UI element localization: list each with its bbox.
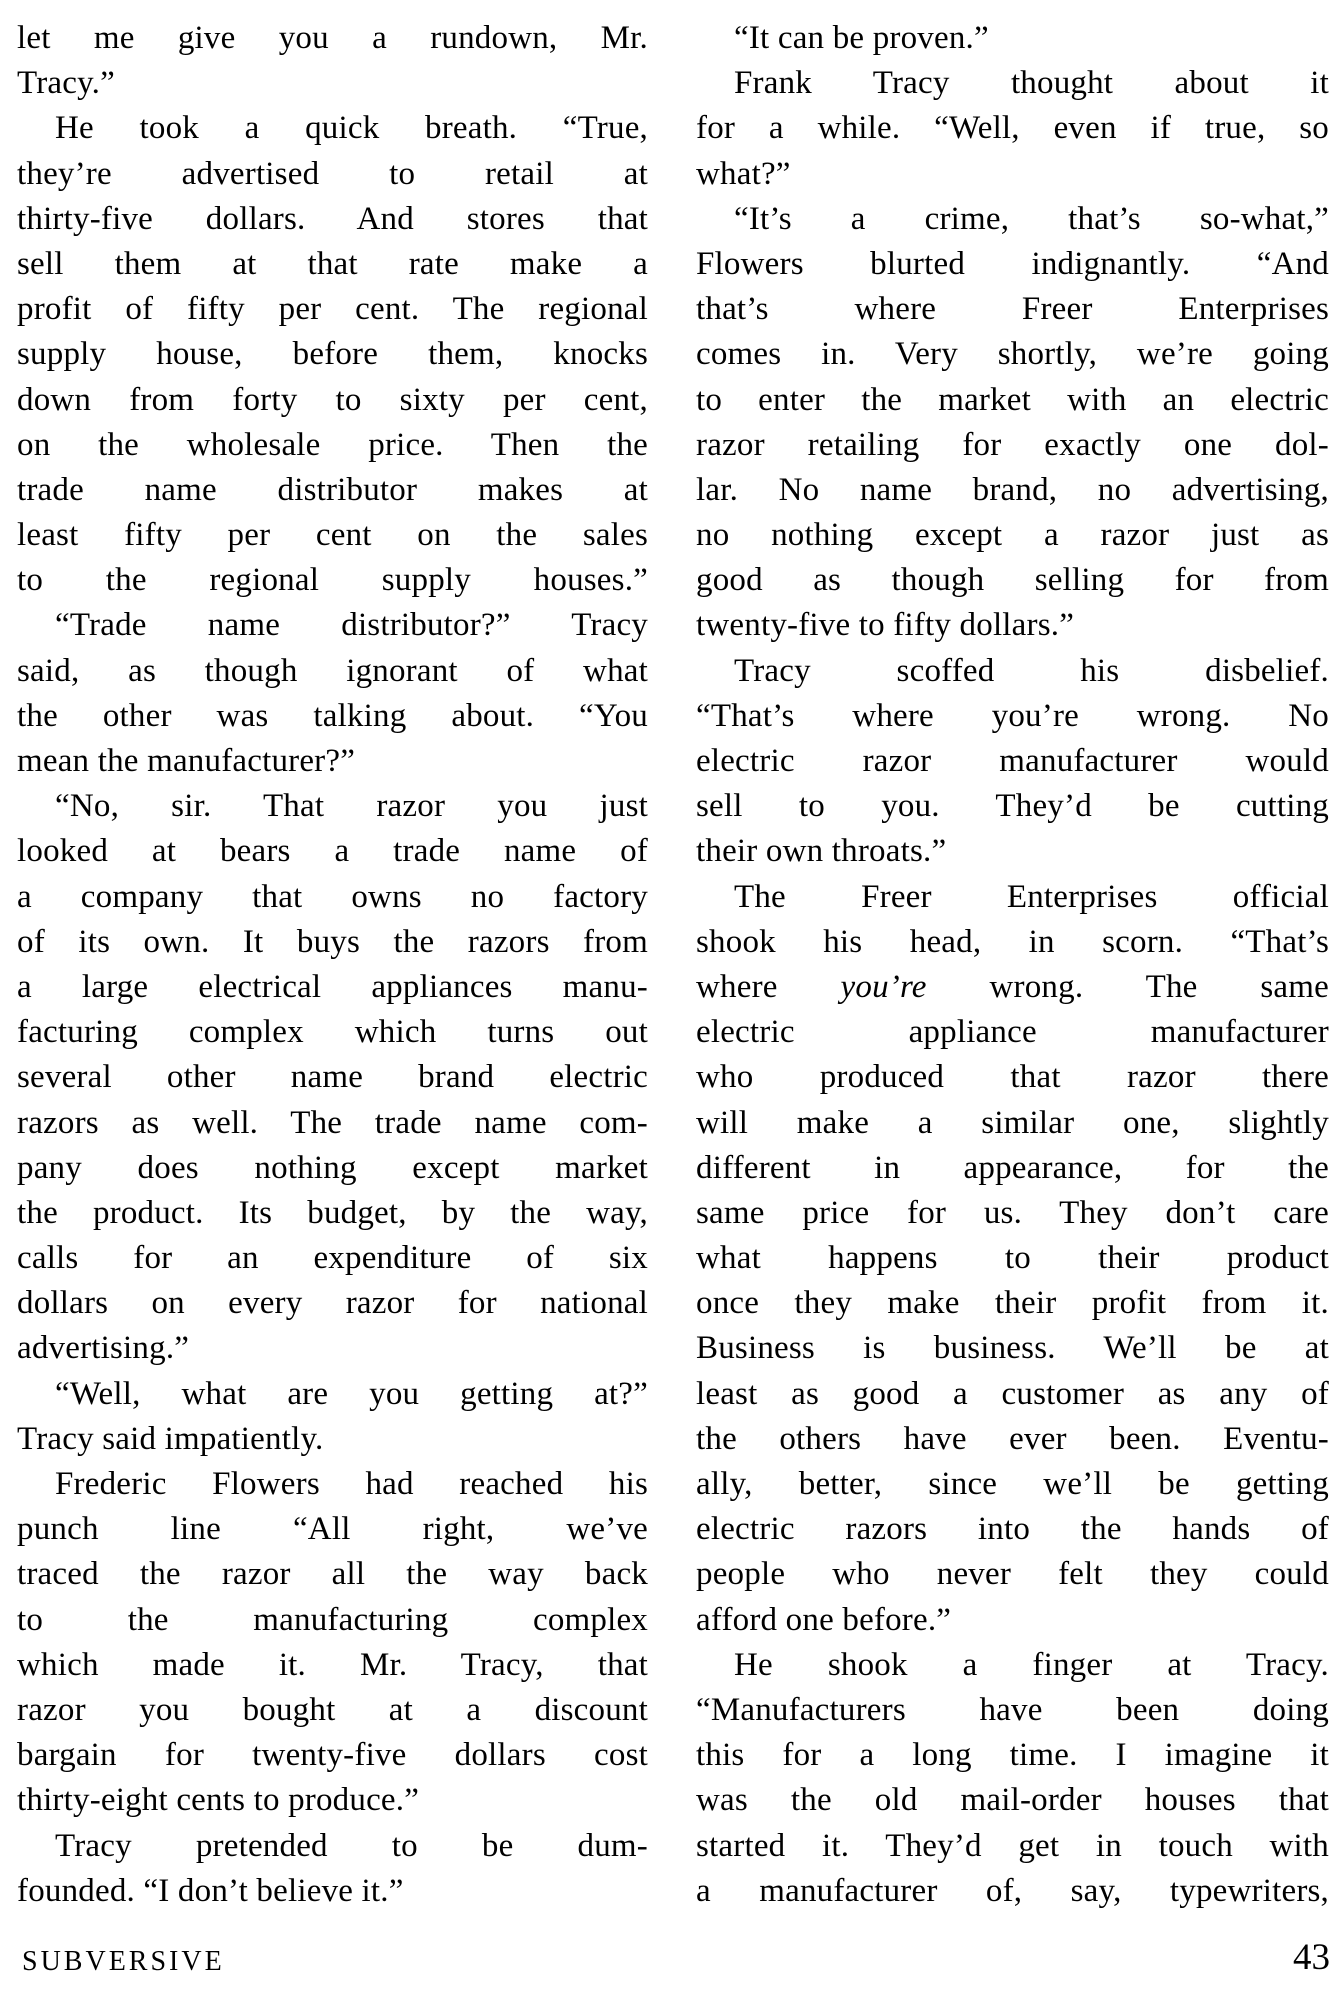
text-line bbox=[696, 1010, 1329, 1055]
text-line bbox=[696, 1326, 1329, 1371]
text-segment: “It can be proven.” bbox=[734, 20, 989, 56]
text-line bbox=[696, 1191, 1329, 1236]
text-segment: electric razors into the hands of bbox=[696, 1511, 1329, 1548]
text-line bbox=[696, 513, 1329, 558]
text-segment: to the regional supply houses.” bbox=[17, 562, 648, 599]
text-line bbox=[696, 468, 1329, 513]
text-line bbox=[17, 1417, 648, 1462]
text-segment: down from forty to sixty per cent, bbox=[17, 381, 648, 418]
text-line bbox=[17, 197, 648, 242]
text-segment: people who never felt they could bbox=[696, 1556, 1329, 1593]
italic-text-segment: you’re bbox=[840, 968, 927, 1005]
text-segment: a manufacturer of, say, typewriters, bbox=[696, 1872, 1329, 1909]
text-line bbox=[696, 106, 1329, 151]
text-column-right bbox=[696, 16, 1329, 1914]
text-line bbox=[696, 332, 1329, 377]
text-segment: razor retailing for exactly one dol- bbox=[696, 426, 1329, 463]
text-line bbox=[17, 16, 648, 61]
text-segment: let me give you a rundown, Mr. bbox=[17, 20, 648, 56]
text-line bbox=[696, 1778, 1329, 1823]
text-line bbox=[17, 468, 648, 513]
text-segment: their own throats.” bbox=[696, 833, 947, 870]
text-segment: “That’s where you’re wrong. No bbox=[696, 697, 1329, 734]
text-line bbox=[696, 603, 1329, 648]
text-segment: a company that owns no factory bbox=[17, 878, 648, 915]
text-line bbox=[17, 106, 648, 151]
text-line bbox=[696, 1869, 1329, 1914]
text-segment: good as though selling for from bbox=[696, 562, 1329, 599]
text-segment: least fifty per cent on the sales bbox=[17, 517, 648, 554]
text-segment: least as good a customer as any of bbox=[696, 1375, 1329, 1412]
text-segment: bargain for twenty-five dollars cost bbox=[17, 1737, 648, 1774]
text-line bbox=[696, 649, 1329, 694]
text-segment: was the old mail-order houses that bbox=[696, 1782, 1329, 1819]
text-segment: “Manufacturers have been doing bbox=[696, 1691, 1329, 1728]
text-segment: He shook a finger at Tracy. bbox=[734, 1646, 1329, 1683]
text-segment: sell them at that rate make a bbox=[17, 245, 648, 282]
text-segment: several other name brand electric bbox=[17, 1059, 648, 1096]
text-segment: thirty-five dollars. And stores that bbox=[17, 200, 648, 237]
text-line bbox=[17, 1281, 648, 1326]
text-line bbox=[696, 875, 1329, 920]
text-segment: sell to you. They’d be cutting bbox=[696, 788, 1329, 825]
text-segment: the others have ever been. Eventu- bbox=[696, 1420, 1329, 1457]
text-segment: electric appliance manufacturer bbox=[696, 1014, 1329, 1051]
text-segment: Tracy pretended to be dum- bbox=[55, 1827, 648, 1864]
text-segment: where bbox=[696, 968, 841, 1005]
text-line bbox=[696, 61, 1329, 106]
text-segment: for a while. “Well, even if true, so bbox=[696, 110, 1329, 147]
text-segment: shook his head, in scorn. “That’s bbox=[696, 923, 1329, 960]
text-line bbox=[696, 1507, 1329, 1552]
text-segment: “Trade name distributor?” Tracy bbox=[55, 607, 648, 644]
text-line bbox=[17, 332, 648, 377]
text-segment: Frederic Flowers had reached his bbox=[55, 1466, 648, 1502]
text-segment: who produced that razor there bbox=[696, 1059, 1329, 1096]
text-line bbox=[17, 1101, 648, 1146]
page-number: 43 bbox=[1293, 1937, 1330, 1978]
text-line bbox=[696, 1733, 1329, 1778]
text-line bbox=[17, 513, 648, 558]
text-line bbox=[17, 649, 648, 694]
text-segment: electric razor manufacturer would bbox=[696, 743, 1329, 779]
text-segment: what happens to their product bbox=[696, 1240, 1329, 1277]
text-column-left bbox=[17, 16, 648, 1914]
running-title: SUBVERSIVE bbox=[22, 1946, 225, 1977]
text-segment: “No, sir. That razor you just bbox=[55, 788, 648, 825]
text-segment: mean the manufacturer?” bbox=[17, 743, 356, 779]
text-segment: once they make their profit from it. bbox=[696, 1285, 1329, 1322]
text-line bbox=[17, 378, 648, 423]
text-line bbox=[696, 1824, 1329, 1869]
text-line bbox=[696, 1101, 1329, 1146]
text-line bbox=[17, 1552, 648, 1597]
text-line bbox=[696, 739, 1329, 784]
text-segment: said, as though ignorant of what bbox=[17, 652, 648, 689]
text-line bbox=[696, 965, 1329, 1010]
text-segment: ally, better, since we’ll be getting bbox=[696, 1466, 1329, 1502]
text-segment: of its own. It buys the razors from bbox=[17, 923, 648, 960]
text-segment: Frank Tracy thought about it bbox=[734, 65, 1329, 102]
text-segment: trade name distributor makes at bbox=[17, 471, 648, 508]
text-line bbox=[696, 1055, 1329, 1100]
text-line bbox=[17, 829, 648, 874]
text-segment: He took a quick breath. “True, bbox=[55, 110, 648, 147]
text-segment: looked at bears a trade name of bbox=[17, 833, 648, 870]
text-segment: “It’s a crime, that’s so-what,” bbox=[734, 200, 1329, 237]
text-segment: different in appearance, for the bbox=[696, 1149, 1329, 1186]
text-line bbox=[696, 1688, 1329, 1733]
text-line bbox=[17, 1778, 648, 1823]
text-segment: Tracy said impatiently. bbox=[17, 1420, 324, 1457]
text-segment: calls for an expenditure of six bbox=[17, 1240, 648, 1277]
text-line bbox=[17, 1733, 648, 1778]
text-segment: Tracy.” bbox=[17, 65, 115, 102]
text-line bbox=[696, 152, 1329, 197]
text-segment: punch line “All right, we’ve bbox=[17, 1511, 648, 1548]
text-segment: lar. No name brand, no advertising, bbox=[696, 471, 1329, 508]
text-line bbox=[17, 1146, 648, 1191]
text-segment: advertising.” bbox=[17, 1330, 190, 1367]
text-segment: that’s where Freer Enterprises bbox=[696, 291, 1329, 328]
text-line bbox=[17, 965, 648, 1010]
text-line bbox=[17, 1236, 648, 1281]
text-segment: traced the razor all the way back bbox=[17, 1556, 648, 1593]
text-segment: Business is business. We’ll be at bbox=[696, 1330, 1329, 1367]
text-segment: razors as well. The trade name com- bbox=[17, 1104, 648, 1141]
text-line bbox=[17, 1055, 648, 1100]
text-segment: profit of fifty per cent. The regional bbox=[17, 291, 648, 328]
text-line bbox=[17, 242, 648, 287]
text-line bbox=[17, 558, 648, 603]
text-line bbox=[17, 1598, 648, 1643]
text-segment: which made it. Mr. Tracy, that bbox=[17, 1646, 648, 1683]
text-line bbox=[17, 694, 648, 739]
text-segment: started it. They’d get in touch with bbox=[696, 1827, 1329, 1864]
text-segment: the product. Its budget, by the way, bbox=[17, 1194, 648, 1231]
text-segment: same price for us. They don’t care bbox=[696, 1194, 1329, 1231]
text-segment: a large electrical appliances manu- bbox=[17, 968, 648, 1005]
text-segment: thirty-eight cents to produce.” bbox=[17, 1782, 420, 1819]
text-line bbox=[17, 1507, 648, 1552]
text-segment: The Freer Enterprises official bbox=[734, 878, 1329, 915]
text-segment: wrong. The same bbox=[926, 968, 1329, 1005]
text-line bbox=[17, 1869, 648, 1914]
text-line bbox=[696, 16, 1329, 61]
text-line bbox=[17, 920, 648, 965]
text-line bbox=[17, 1688, 648, 1733]
text-segment: supply house, before them, knocks bbox=[17, 336, 648, 373]
text-segment: Tracy scoffed his disbelief. bbox=[734, 652, 1329, 689]
text-segment: what?” bbox=[696, 155, 791, 192]
text-segment: afford one before.” bbox=[696, 1601, 952, 1638]
text-line bbox=[17, 1824, 648, 1869]
text-line bbox=[696, 423, 1329, 468]
text-line bbox=[17, 1372, 648, 1417]
text-line bbox=[696, 1643, 1329, 1688]
text-line bbox=[17, 152, 648, 197]
text-segment: to the manufacturing complex bbox=[17, 1601, 648, 1638]
text-line bbox=[696, 784, 1329, 829]
text-segment: facturing complex which turns out bbox=[17, 1014, 648, 1051]
text-segment: founded. “I don’t believe it.” bbox=[17, 1872, 404, 1909]
text-line bbox=[696, 1281, 1329, 1326]
text-line bbox=[17, 423, 648, 468]
text-line bbox=[696, 287, 1329, 332]
text-line bbox=[696, 1236, 1329, 1281]
text-line bbox=[696, 197, 1329, 242]
text-segment: Flowers blurted indignantly. “And bbox=[696, 245, 1329, 282]
text-line bbox=[17, 875, 648, 920]
text-segment: to enter the market with an electric bbox=[696, 381, 1329, 418]
text-segment: dollars on every razor for national bbox=[17, 1285, 648, 1322]
text-line bbox=[17, 1191, 648, 1236]
text-line bbox=[696, 378, 1329, 423]
text-line bbox=[696, 1146, 1329, 1191]
text-segment: the other was talking about. “You bbox=[17, 697, 648, 734]
text-segment: on the wholesale price. Then the bbox=[17, 426, 648, 463]
text-line bbox=[17, 1643, 648, 1688]
text-segment: comes in. Very shortly, we’re going bbox=[696, 336, 1329, 373]
text-line bbox=[696, 1462, 1329, 1507]
text-line bbox=[696, 558, 1329, 603]
text-segment: pany does nothing except market bbox=[17, 1149, 648, 1186]
text-line bbox=[696, 694, 1329, 739]
text-line bbox=[17, 1010, 648, 1055]
text-line bbox=[696, 1552, 1329, 1597]
text-line bbox=[17, 61, 648, 106]
text-segment: “Well, what are you getting at?” bbox=[55, 1375, 648, 1412]
text-line bbox=[696, 829, 1329, 874]
text-line bbox=[696, 920, 1329, 965]
text-line bbox=[17, 1326, 648, 1371]
text-segment: will make a similar one, slightly bbox=[696, 1104, 1329, 1141]
text-line bbox=[17, 1462, 648, 1507]
text-segment: twenty-five to fifty dollars.” bbox=[696, 607, 1075, 644]
text-segment: they’re advertised to retail at bbox=[17, 155, 648, 192]
text-line bbox=[17, 603, 648, 648]
text-segment: no nothing except a razor just as bbox=[696, 517, 1329, 554]
text-segment: this for a long time. I imagine it bbox=[696, 1737, 1329, 1774]
text-line bbox=[696, 1372, 1329, 1417]
text-line bbox=[696, 1417, 1329, 1462]
text-line bbox=[17, 287, 648, 332]
text-line bbox=[17, 739, 648, 784]
text-line bbox=[696, 242, 1329, 287]
text-line bbox=[696, 1598, 1329, 1643]
text-line bbox=[17, 784, 648, 829]
text-segment: razor you bought at a discount bbox=[17, 1691, 648, 1728]
